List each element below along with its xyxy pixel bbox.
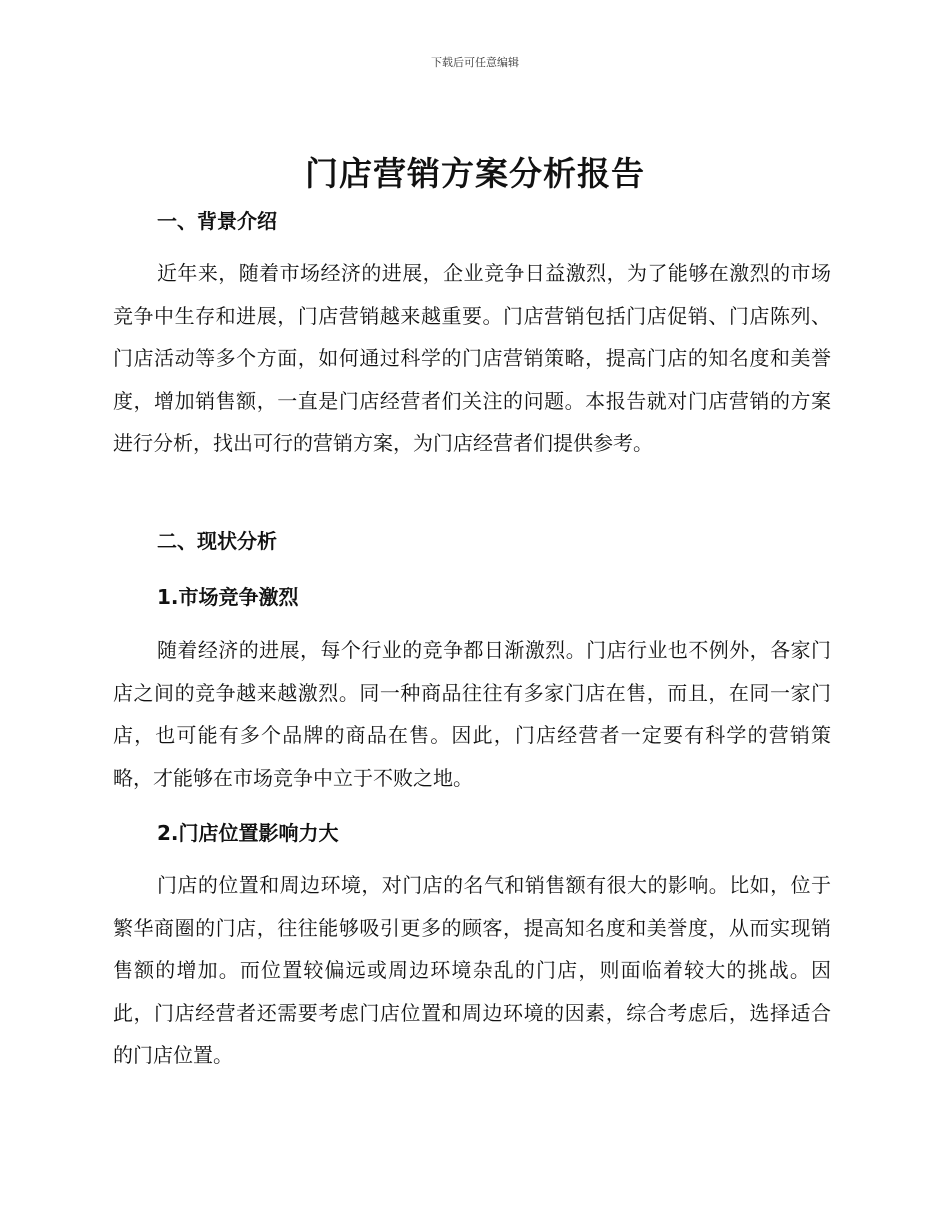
subsection-heading-location: 2.门店位置影响力大 xyxy=(157,821,339,845)
header-note: 下载后可任意编辑 xyxy=(431,56,519,69)
paragraph-competition: 随着经济的进展，每个行业的竞争都日渐激烈。门店行业也不例外，各家门店之间的竞争越来越激烈。同一种商品往往有多家门店在售，而且，在同一家门店，也可能有多个品牌的商品在售。因此，门店经营者一定要有科学的营销策略，才能够在市场竞争中立于不败之地。 xyxy=(113,638,831,790)
subsection-heading-competition: 1.市场竞争激烈 xyxy=(157,585,299,609)
document-title: 门店营销方案分析报告 xyxy=(305,154,645,193)
paragraph-background: 近年来，随着市场经济的进展，企业竞争日益激烈，为了能够在激烈的市场竞争中生存和进展，门店营销越来越重要。门店营销包括门店促销、门店陈列、门店活动等多个方面，如何通过科学的门店营销策略，提高门店的知名度和美誉度，增加销售额，一直是门店经营者们关注的问题。本报告就对门店营销的方案进行分析，找出可行的营销方案，为门店经营者们提供参考。 xyxy=(113,261,831,455)
section-heading-status: 二、现状分析 xyxy=(157,529,277,553)
section-heading-background: 一、背景介绍 xyxy=(157,209,277,233)
paragraph-location: 门店的位置和周边环境，对门店的名气和销售额有很大的影响。比如，位于繁华商圈的门店，往往能够吸引更多的顾客，提高知名度和美誉度，从而实现销售额的增加。而位置较偏远或周边环境杂乱的门店，则面临着较大的挑战。因此，门店经营者还需要考虑门店位置和周边环境的因素，综合考虑后，选择适合的门店位置。 xyxy=(113,873,831,1067)
